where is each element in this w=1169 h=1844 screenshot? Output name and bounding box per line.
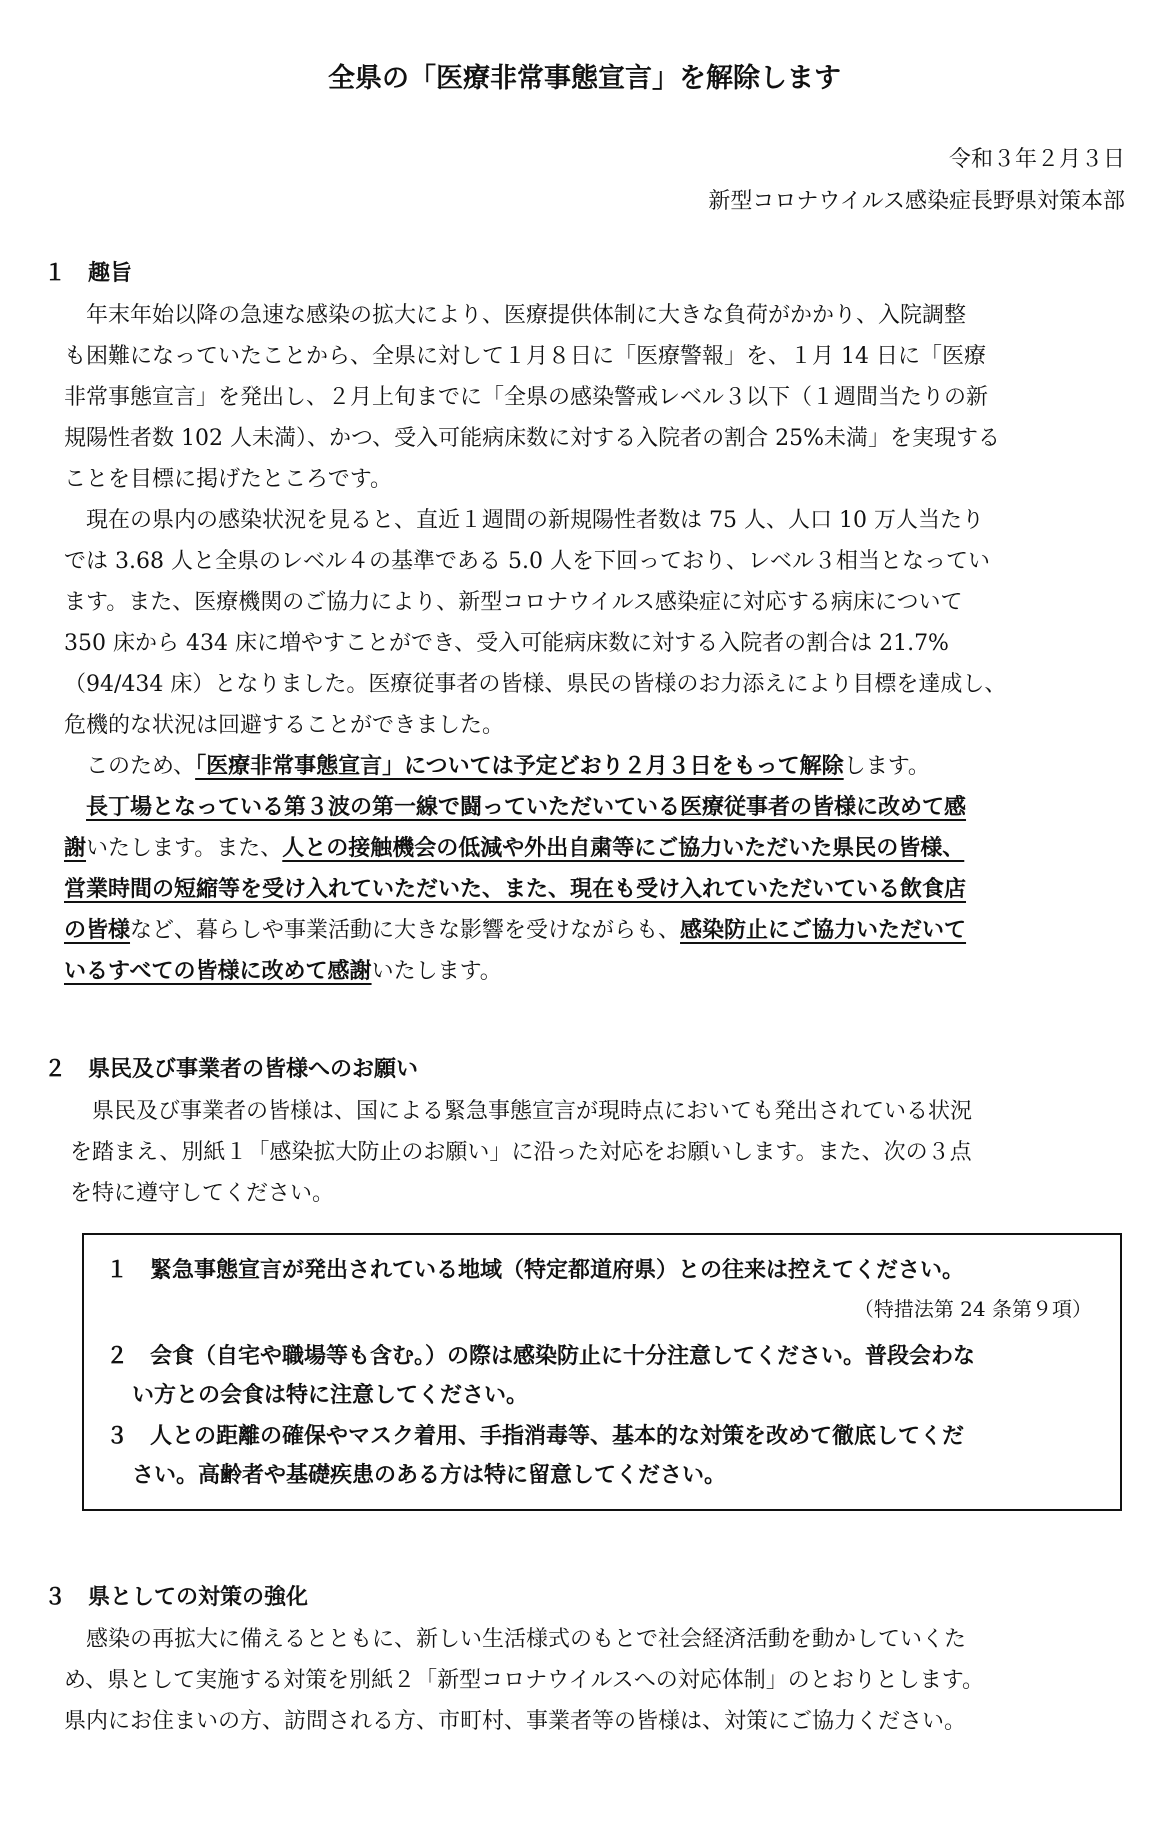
section1-p1-line: も困難になっていたことから、全県に対して１月８日に「医療警報」を、１月 14 日に「医療 — [64, 344, 986, 369]
section1-p2-line: 350 床から 434 床に増やすことができ、受入可能病床数に対する入院者の割合は 21.7% — [64, 631, 949, 656]
section1-p2-line: では 3.68 人と全県のレベル４の基準である 5.0 人を下回っており、レベル３相当となってい — [64, 549, 990, 574]
p4-underlined: の皆様 — [64, 918, 131, 943]
section1-p2-line: 現在の県内の感染状況を見ると、直近１週間の新規陽性者数は 75 人、人口 10 万人当たり — [64, 508, 984, 533]
section2-heading: ２ 県民及び事業者の皆様へのお願い — [44, 1057, 419, 1082]
p3-prefix: このため、 — [64, 754, 196, 779]
section1-p2-line: ます。また、医療機関のご協力により、新型コロナウイルス感染症に対応する病床について — [64, 590, 963, 615]
request-item-2-cont: い方との会食は特に注意してください。 — [132, 1383, 529, 1408]
p4-underlined: 営業時間の短縮等を受け入れていただいた、また、現在も受け入れていただいている飲食店 — [64, 877, 967, 902]
p4-underlined: 感染防止にご協力いただいて — [680, 918, 967, 943]
request-item-1: １ 緊急事態宣言が発出されている地域（特定都道府県）との往来は控えてください。 — [106, 1258, 965, 1283]
document-issuer: 新型コロナウイルス感染症長野県対策本部 — [708, 189, 1125, 214]
section2-line: を踏まえ、別紙１「感染拡大防止のお願い」に沿った対応をお願いします。また、次の３点 — [70, 1140, 972, 1165]
p4-text: いたします。 — [371, 959, 502, 984]
document-date: 令和３年２月３日 — [948, 147, 1125, 172]
section2-line: 県民及び事業者の皆様は、国による緊急事態宣言が現時点においても発出されている状況 — [70, 1099, 973, 1124]
section1-p1-line: 非常事態宣言」を発出し、２月上旬までに「全県の感染警戒レベル３以下（１週間当たりの新 — [64, 385, 989, 410]
section1-p1-line: ことを目標に掲げたところです。 — [64, 467, 393, 492]
section3-line: 県内にお住まいの方、訪問される方、市町村、事業者等の皆様は、対策にご協力ください。 — [64, 1709, 967, 1734]
section3-heading: ３ 県としての対策の強化 — [44, 1585, 309, 1610]
section1-p4-line1 — [64, 790, 966, 821]
section1-p4-line2 — [64, 831, 964, 862]
section1-heading: １ 趣旨 — [44, 261, 133, 286]
section1-p2-line: （94/434 床）となりました。医療従事者の皆様、県民の皆様のお力添えにより目標を達成し、 — [64, 672, 1007, 697]
section3-line: め、県として実施する対策を別紙２「新型コロナウイルスへの対応体制」のとおりとします。 — [64, 1668, 985, 1693]
section1-p4-line5 — [64, 954, 502, 985]
p3-underlined: 「医療非常事態宣言」については予定どおり２月３日をもって解除 — [195, 754, 844, 779]
section1-p1-line: 規陽性者数 102 人未満）、かつ、受入可能病床数に対する入院者の割合 25%未満」を実現する — [64, 426, 1000, 451]
p4-underlined: 長丁場となっている第３波の第一線で闘っていただいている医療従事者の皆様に改めて感 — [86, 795, 967, 820]
section1-p3 — [64, 749, 930, 780]
request-item-2: ２ 会食（自宅や職場等も含む。）の際は感染防止に十分注意してください。普段会わな — [106, 1344, 976, 1369]
p4-text: など、暮らしや事業活動に大きな影響を受けながらも、 — [130, 918, 681, 943]
section1-p4-line4 — [64, 913, 966, 944]
p4-underlined: 謝 — [64, 836, 87, 861]
section3-line: 感染の再拡大に備えるとともに、新しい生活様式のもとで社会経済活動を動かしていくた — [64, 1627, 967, 1652]
section1-p2-line: 危機的な状況は回避することができました。 — [64, 713, 505, 738]
requests-box — [82, 1233, 1122, 1511]
p4-underlined: いるすべての皆様に改めて感謝 — [64, 959, 372, 984]
p4-underlined: 人との接触機会の低減や外出自粛等にご協力いただいた県民の皆様、 — [282, 836, 965, 861]
request-item-3: ３ 人との距離の確保やマスク着用、手指消毒等、基本的な対策を改めて徹底してくだ — [106, 1424, 965, 1449]
section1-p1-line: 年末年始以降の急速な感染の拡大により、医療提供体制に大きな負荷がかかり、入院調整 — [64, 303, 967, 328]
document-title: 全県の「医療非常事態宣言」を解除します — [328, 63, 841, 94]
section1-p4-line3 — [64, 872, 966, 903]
request-item-3-cont: さい。高齢者や基礎疾患のある方は特に留意してください。 — [132, 1463, 727, 1488]
request-item-1-note: （特措法第 24 条第９項） — [853, 1297, 1092, 1321]
section2-line: を特に遵守してください。 — [70, 1181, 335, 1206]
p3-suffix: します。 — [843, 754, 930, 779]
p4-text: いたします。また、 — [86, 836, 283, 861]
